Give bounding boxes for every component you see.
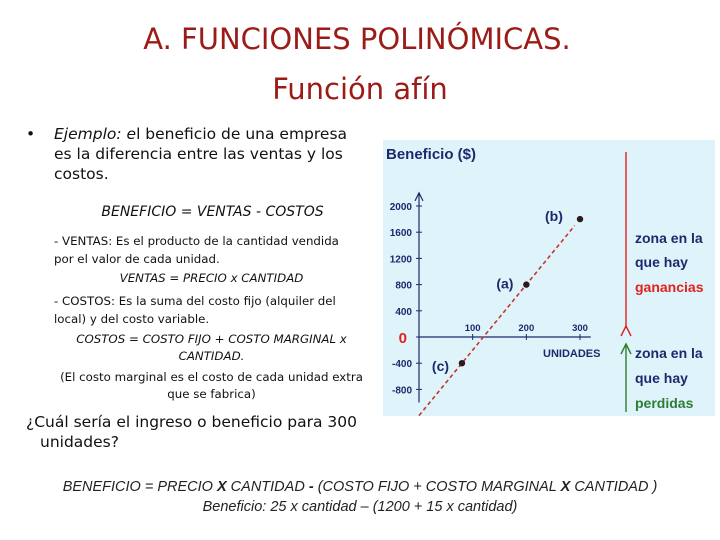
bullet-marker: • [26,125,36,143]
bullet-line1: l beneficio de una empresa [136,125,348,143]
profit-line [419,226,575,416]
example-label: Ejemplo: e [54,125,137,143]
detail-line: local) y del costo variable. [54,312,210,326]
y-tick-label: 1600 [389,228,412,240]
footer-part: (COSTO FIJO + COSTO MARGINAL [313,479,561,495]
detail-line: que se fabrica) [167,387,256,401]
footer-dash: - [308,479,314,495]
y-tick-label: -400 [391,359,412,371]
slide-title: A. FUNCIONES POLINÓMICAS. [143,22,571,56]
example-bullet [26,124,371,184]
y-tick-label: 800 [395,280,412,292]
loss-zone-text: zona en la [635,345,703,361]
y-axis-label: Beneficio ($) [386,146,477,163]
detail-line: VENTAS = PRECIO x CANTIDAD [119,271,304,285]
footer-part: BENEFICIO = PRECIO [62,479,217,495]
loss-zone-text: que hay [635,370,688,386]
y-tick-label: 400 [395,306,412,318]
gain-zone-text: que hay [635,254,688,270]
gain-zone-text: ganancias [635,279,704,295]
bullet-line3: costos. [54,165,109,183]
data-point [523,281,529,287]
question-line2: unidades? [40,433,119,451]
profit-chart-svg [383,140,715,416]
x-axis-label: UNIDADES [543,348,601,360]
benefit-formula: BENEFICIO = VENTAS - COSTOS [101,204,324,220]
data-point-label: (c) [431,358,450,375]
question-text [26,412,376,452]
y-tick-label: 0 [398,330,407,347]
question-line1: ¿Cuál sería el ingreso o beneficio para 300 [26,413,357,431]
y-tick-label: 2000 [389,202,412,213]
footer-example: Beneficio: 25 x cantidad – (1200 + 15 x cantidad) [202,499,518,515]
data-point-label: (b) [545,208,563,225]
x-tick-label: 300 [572,323,588,334]
data-point-label: (a) [496,275,514,292]
profit-graph [383,140,715,416]
data-point [577,216,583,222]
detail-line: COSTOS = COSTO FIJO + COSTO MARGINAL x [76,332,347,346]
y-tick-label: 1200 [389,254,412,266]
footer-part: CANTIDAD [226,479,309,495]
x-tick-label: 100 [464,323,481,334]
bullet-line2: es la diferencia entre las ventas y los [54,145,343,163]
gain-zone-arrow [621,326,631,336]
footer-part: CANTIDAD ) [570,479,658,495]
detail-line: CANTIDAD. [178,349,245,363]
y-tick-label: -800 [391,385,412,397]
detail-line: (El costo marginal es el costo de cada unidad extra [60,370,363,384]
footer-x: X [216,479,227,495]
loss-zone-text: perdidas [635,395,694,411]
gain-zone-text: zona en la [635,230,703,246]
x-tick-label: 200 [518,323,535,334]
footer-formula [0,479,720,495]
data-point [459,360,465,366]
detail-line: por el valor de cada unidad. [54,252,220,266]
bullet-text [26,124,371,184]
detail-line: - COSTOS: Es la suma del costo fijo (alquiler del [54,294,336,308]
detail-line: - VENTAS: Es el producto de la cantidad vendida [54,234,339,248]
footer-x: X [560,479,571,495]
slide-subtitle: Función afín [272,72,448,106]
